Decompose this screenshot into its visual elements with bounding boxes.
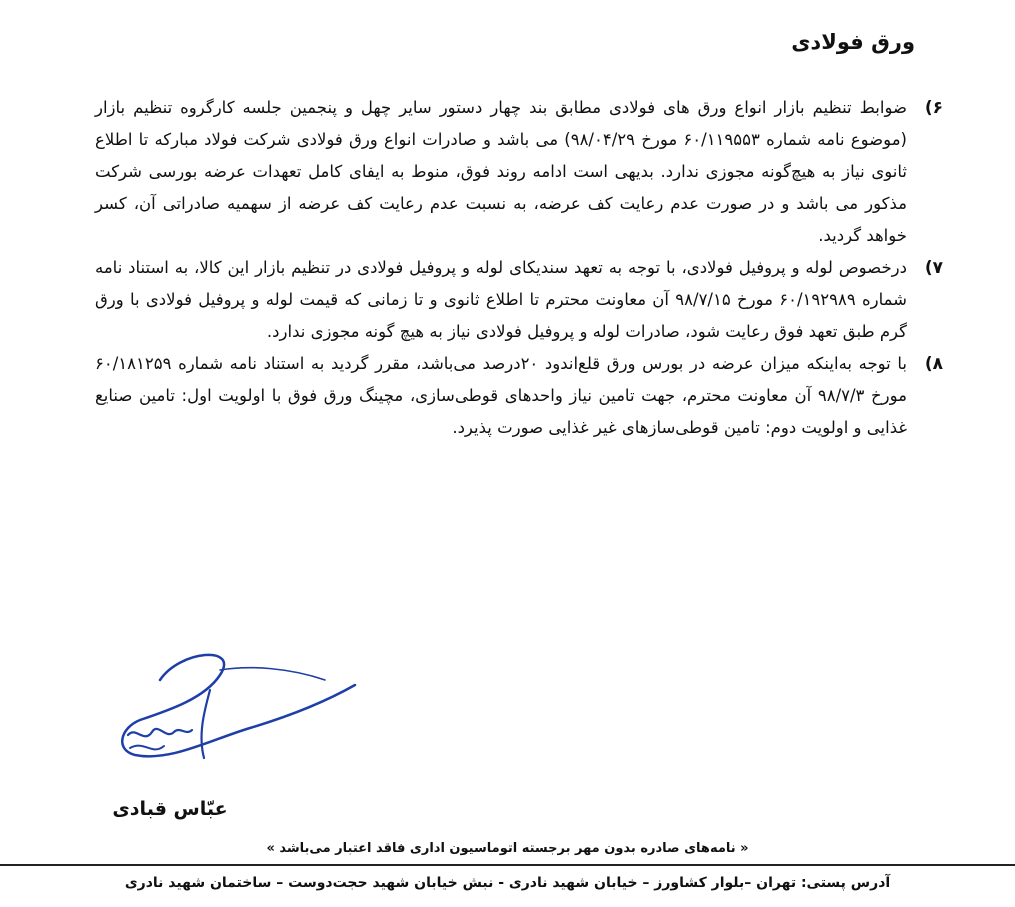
clause-text: درخصوص لوله و پروفیل فولادی، با توجه به تعهد سندیکای لوله و پروفیل فولادی در تنظیم بازار این کالا، به استناد نامه شماره ۶۰/۱۹۲۹۸۹ مورخ ۹۸/۷/۱۵ آن معاونت محترم تا اطلاع ثانوی و تا زمانی که قیمت لوله و پروفیل فولادی با ورق گرم طبق تعهد فوق رعایت شود، صادرات لوله و پروفیل فولادی نیاز به هیچ گونه مجوزی ندارد.	[95, 258, 907, 341]
clause-item	[95, 348, 943, 444]
section-heading: ورق فولادی	[791, 30, 915, 54]
clause-number: ۸)	[924, 354, 943, 374]
handwritten-signature	[100, 640, 360, 770]
footer-divider	[0, 864, 1015, 866]
signer-name: عبّاس قبادی	[112, 798, 228, 820]
clause-number: ۶)	[924, 98, 943, 118]
clause-item	[95, 252, 943, 348]
postal-address: آدرس پستی: تهران –بلوار کشاورز – خیابان شهید نادری - نبش خیابان شهید حجت‌دوست – ساختمان شهید نادری	[124, 875, 891, 891]
clause-item	[95, 92, 943, 252]
clause-text: با توجه به‌اینکه میزان عرضه در بورس ورق قلع‌اندود ۲۰درصد می‌باشد، مقرر گردید به استناد نامه شماره ۶۰/۱۸۱۲۵۹ مورخ ۹۸/۷/۳ آن معاونت محترم، جهت تامین نیاز واحدهای قوطی‌سازی، مچینگ ورق فوق با اولویت اول: تامین صنایع غذایی و اولویت دوم: تامین قوطی‌سازهای غیر غذایی صورت پذیرد.	[95, 354, 907, 437]
validity-notice: « نامه‌های صادره بدون مهر برجسته اتوماسیون اداری فاقد اعتبار می‌باشد »	[266, 841, 749, 856]
clause-number: ۷)	[924, 258, 943, 278]
clauses-list	[95, 92, 943, 444]
clause-text: ضوابط تنظیم بازار انواع ورق های فولادی مطابق بند چهار دستور سایر چهل و پنجمین جلسه کارگروه تنظیم بازار (موضوع نامه شماره ۶۰/۱۱۹۵۵۳ مورخ ۹۸/۰۴/۲۹) می باشد و صادرات انواع ورق فولادی شرکت فولاد مبارکه تا اطلاع ثانوی نیاز به هیچ‌گونه مجوزی ندارد. بدیهی است ادامه روند فوق، منوط به ایفای کامل تعهدات عرضه بورسی شرکت مذکور می باشد و در صورت عدم رعایت کف عرضه، به نسبت عدم رعایت کف عرضه از سهمیه صادراتی آن، کسر خواهد گردید.	[95, 98, 907, 245]
